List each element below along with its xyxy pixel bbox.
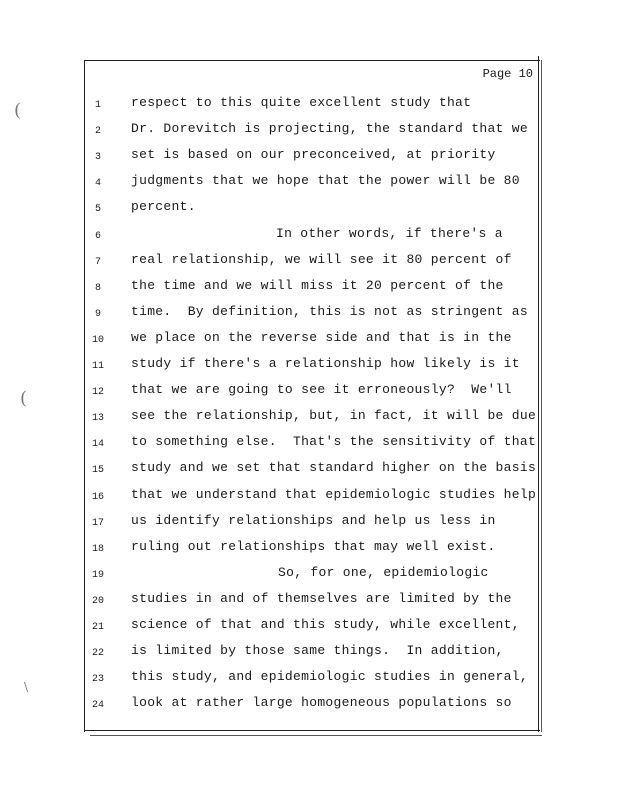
scan-speck-mark: \ [24,680,29,694]
line-number: 21 [91,622,104,633]
line-number: 23 [91,674,104,686]
line-number: 15 [91,465,104,477]
page-border-left [84,60,85,732]
line-text: percent. [131,199,196,215]
page-number: Page 10 [482,67,533,81]
line-text: science of that and this study, while excellent, [131,617,520,632]
line-text: that we understand that epidemiologic studies help [131,486,537,502]
line-number: 17 [91,517,104,529]
line-number: 2 [94,126,101,138]
line-text: see the relationship, but, in fact, it will be due [131,408,537,424]
line-text: judgments that we hope that the power will be 80 [131,173,520,189]
line-text: to something else. That's the sensitivity of that [131,434,537,450]
line-text: us identify relationships and help us less in [131,512,496,528]
line-text: Dr. Dorevitch is projecting, the standard that we [131,121,528,137]
line-text: studies in and of themselves are limited by the [131,590,512,606]
line-text: is limited by those same things. In addition, [131,643,504,659]
line-number: 14 [91,439,104,451]
line-text: So, for one, epidemiologic [278,564,489,580]
line-text: look at rather large homogeneous populations so [131,695,512,711]
line-number: 13 [91,413,104,425]
line-number: 8 [94,282,101,294]
line-text: the time and we will miss it 20 percent of the [131,277,504,293]
line-number: 18 [91,543,104,555]
line-text: In other words, if there's a [276,225,503,241]
binder-hole-mark-middle: ( [20,388,28,409]
line-text: we place on the reverse side and that is in the [131,329,512,345]
line-number: 20 [91,595,104,607]
page-border-right-double [541,60,542,732]
line-text: set is based on our preconceived, at priority [131,147,496,163]
line-text: study and we set that standard higher on the basis [131,460,537,476]
line-number: 4 [94,178,101,190]
line-number: 6 [94,230,101,242]
page-border-right [538,56,539,732]
line-number: 16 [91,491,104,503]
line-number: 9 [94,308,101,320]
line-number: 3 [94,152,101,164]
page-border-bottom [84,730,540,731]
line-number: 10 [91,334,104,346]
line-number: 12 [91,387,104,399]
line-number: 1 [94,100,101,111]
page-border-top [84,60,540,61]
line-text: this study, and epidemiologic studies in general, [131,669,528,685]
line-text: that we are going to see it erroneously? We'll [131,382,512,398]
line-number: 5 [94,204,101,216]
line-number: 11 [91,361,104,372]
line-text: respect to this quite excellent study that [131,95,472,110]
binder-hole-mark-top: ( [14,100,22,121]
line-number: 7 [94,256,101,268]
line-text: time. By definition, this is not as stringent as [131,303,528,319]
line-number: 24 [91,700,104,712]
line-text: study if there's a relationship how likely is it [131,356,520,371]
line-number: 22 [91,648,104,660]
line-text: real relationship, we will see it 80 percent of [131,251,512,267]
line-number: 19 [91,569,104,581]
page-border-bottom-double [90,735,542,736]
line-text: ruling out relationships that may well exist. [131,538,496,554]
